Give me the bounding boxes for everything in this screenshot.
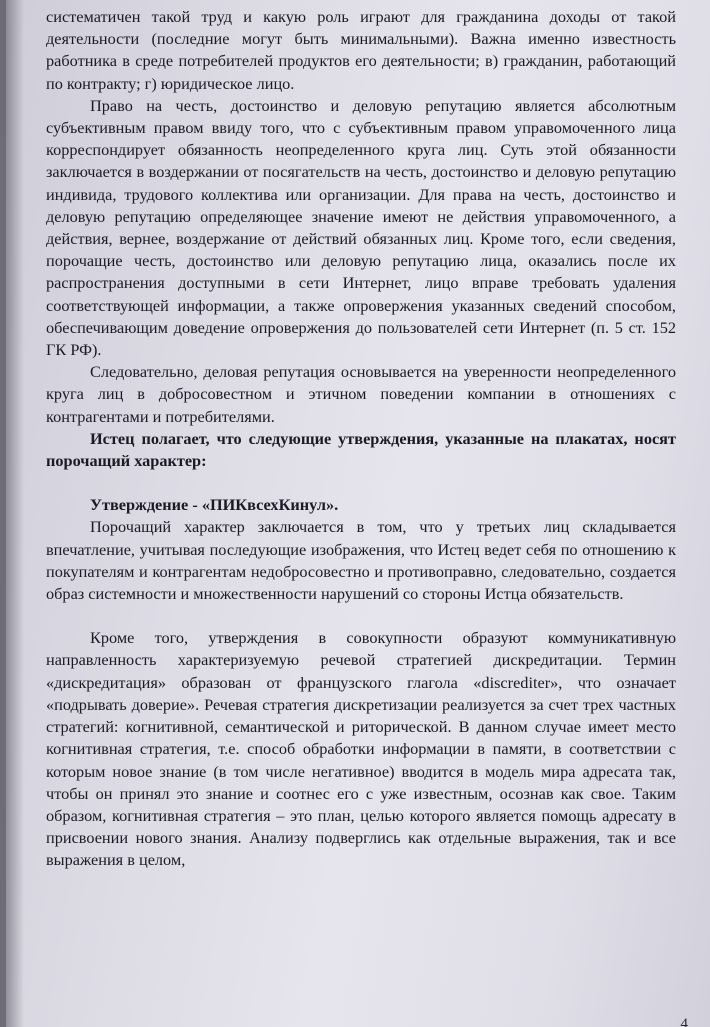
paragraph-defamatory-nature: Порочащий характер заключается в том, что у третьих лиц складывается впечатление, учитывая последующие изображения, что Истец ведет себя по отношению к покупателям и контрагентам недобросовестно и противоправно, следовательно, создается образ системности и множественности нарушений со стороны Истца обязательств. [46, 517, 676, 604]
paragraph-continuation: систематичен такой труд и какую роль играют для гражданина доходы от такой деятельности (последние могут быть минимальными). Важна именно известность работника в среде потребителей продуктов его деятельности; в) гражданин, работающий по контракту; г) юридическое лицо. [46, 7, 676, 93]
spacer [46, 472, 676, 494]
paragraph-plaintiff-claim: Истец полагает, что следующие утверждения, указанные на плакатах, носят порочащий характер: [46, 428, 676, 471]
document-page [6, 0, 710, 1027]
paragraph-discreditation-strategy: Кроме того, утверждения в совокупности образуют коммуникативную направленность характеризуемую речевой стратегией дискредитации. Термин «дискредитация» образован от французского глагола «discrediter», что означает «подрывать доверие». Речевая стратегия дискретизации реализуется за счет трех частных стратегий: когнитивной, семантической и риторической. В данном случае имеет место когнитивная стратегия, т.е. способ обработки информации в памяти, в соответствии с которым новое знание (в том числе негативное) вводится в модель мира адресата так, чтобы он принял это знание и соотнес его с уже известным, осознав как свое. Таким образом, когнитивная стратегия – это план, целью которого является помощь адресату в присвоении нового знания. Анализу подверглись как отдельные выражения, так и все выражения в целом, [46, 628, 676, 870]
statement-heading: Утверждение - «ПИКвсехКинул». [90, 495, 339, 515]
paragraph-business-reputation: Следовательно, деловая репутация основывается на уверенности неопределенного круга лиц в добросовестном и этичном поведении компании в отношениях с контрагентами и потребителями. [46, 362, 676, 426]
spacer [46, 605, 676, 627]
page-number: 4 [680, 1016, 688, 1027]
page-edge-shadow [6, 0, 24, 1027]
document-body [46, 6, 676, 872]
paragraph-honor-rights: Право на честь, достоинство и деловую репутацию является абсолютным субъективным правом ввиду того, что с субъективным правом управомоченного лица корреспондирует обязанность неопределенного круга лиц. Суть этой обязанности заключается в воздержании от посягательств на честь, достоинство и деловую репутацию индивида, трудового коллектива или организации. Для права на честь, достоинство и деловую репутацию определяющее значение имеют не действия управомоченного, а действия, вернее, воздержание от действий обязанных лиц. Кроме того, если сведения, порочащие честь, достоинство или деловую репутацию лица, оказались после их распространения доступными в сети Интернет, лицо вправе требовать удаления соответствующей информации, а также опровержения указанных сведений способом, обеспечивающим доведение опровержения до пользователей сети Интернет (п. 5 ст. 152 ГК РФ). [46, 95, 676, 360]
